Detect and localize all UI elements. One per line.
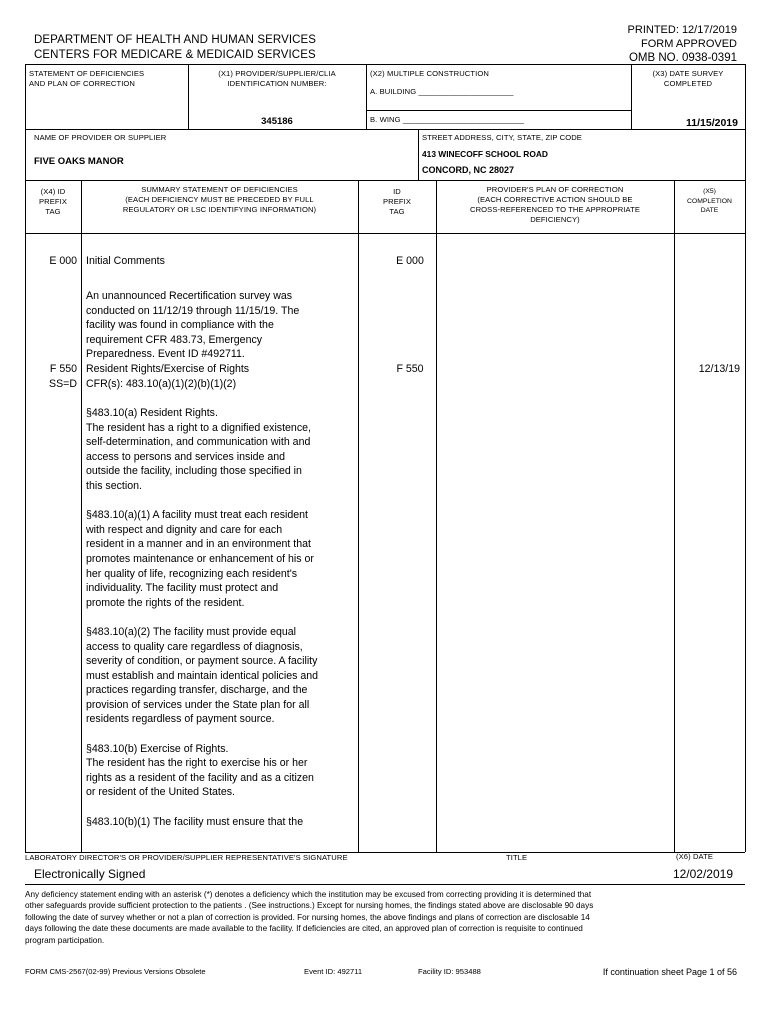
header-form-info <box>628 23 737 65</box>
centers-name: CENTERS FOR MEDICARE & MEDICAID SERVICES <box>34 49 316 61</box>
statement-label: STATEMENT OF DEFICIENCIES AND PLAN OF CORRECTION <box>29 69 145 88</box>
printed-date: PRINTED: 12/17/2019 <box>627 24 737 36</box>
regulation-text <box>86 406 318 829</box>
e000-prefix-tag: E 000 <box>49 255 77 267</box>
header-department <box>34 33 316 63</box>
x3-label: (X3) DATE SURVEY COMPLETED <box>652 69 724 88</box>
x2-label: (X2) MULTIPLE CONSTRUCTION <box>370 69 489 78</box>
col-header-x5: (X5) COMPLETION DATE <box>687 188 732 214</box>
col-header-id: ID PREFIX TAG <box>382 187 412 216</box>
col-header-plan: PROVIDER'S PLAN OF CORRECTION (EACH CORRECTIVE ACTION SHOULD BE CROSS-REFERENCED TO THE APPROPRIATE DEFICIENCY) <box>469 185 641 224</box>
paragraph-483-10-a-1: §483.10(a)(1) A facility must treat each resident with respect and dignity and care for each resident in a manner and in an environment that promotes maintenance or enhancement of his or her quality of life, recognizing each resident's individuality. The facility must protect and promote the rights of the resident. <box>86 509 314 609</box>
survey-completed-date: 11/15/2019 <box>686 117 738 129</box>
signature-date: 12/02/2019 <box>672 867 733 881</box>
title-label: TITLE <box>506 853 528 862</box>
col-header-summary: SUMMARY STATEMENT OF DEFICIENCIES (EACH DEFICIENCY MUST BE PRECEDED BY FULL REGULATORY OR LSC IDENTIFYING INFORMATION) <box>122 185 317 214</box>
f550-prefix-tag: F 550 SS=D <box>25 362 77 391</box>
footer-facility-id: Facility ID: 953488 <box>418 967 481 976</box>
provider-name-label: NAME OF PROVIDER OR SUPPLIER <box>34 133 167 142</box>
department-name: DEPARTMENT OF HEALTH AND HUMAN SERVICES <box>34 34 317 46</box>
paragraph-483-10-a-2: §483.10(a)(2) The facility must provide equal access to quality care regardless of diagnosis, severity of condition, or payment source. A facility must establish and maintain identical policies and practices regarding transfer, discharge, and the provision of services under the State plan for all residents regardless of payment source. <box>86 625 319 726</box>
signature-label: LABORATORY DIRECTOR'S OR PROVIDER/SUPPLIER REPRESENTATIVE'S SIGNATURE <box>25 853 348 862</box>
e000-id-tag: E 000 <box>396 255 424 267</box>
omb-number: OMB NO. 0938-0391 <box>628 52 737 64</box>
wing-field: B. WING ____________________________ <box>370 115 524 124</box>
provider-name: FIVE OAKS MANOR <box>34 156 124 167</box>
x6-date-label: (X6) DATE <box>676 852 714 861</box>
e000-title: Initial Comments <box>86 255 165 267</box>
x1-label: (X1) PROVIDER/SUPPLIER/CLIA IDENTIFICATION NUMBER: <box>218 69 336 88</box>
provider-id-number: 345186 <box>261 116 293 127</box>
address-city: CONCORD, NC 28027 <box>422 165 515 175</box>
footer-page-number: If continuation sheet Page 1 of 56 <box>602 967 737 977</box>
paragraph-483-10-b-1: §483.10(b)(1) The facility must ensure that the <box>86 815 304 828</box>
f550-completion-date: 12/13/19 <box>698 363 740 375</box>
paragraph-483-10-a: §483.10(a) Resident Rights. The resident has a right to a dignified existence, self-determination, and communication with and access to persons and services inside and outside the facility, including those specified in this section. <box>86 407 311 492</box>
f550-scope-severity: SS=D <box>49 377 77 390</box>
address-street: 413 WINECOFF SCHOOL ROAD <box>422 149 548 159</box>
footer-event-id: Event ID: 492711 <box>304 967 363 976</box>
f550-title: Resident Rights/Exercise of Rights CFR(s): 483.10(a)(1)(2)(b)(1)(2) <box>86 363 250 390</box>
building-field: A. BUILDING ______________________ <box>370 87 514 96</box>
col-header-x4: (X4) ID PREFIX TAG <box>38 187 68 216</box>
e000-comments: An unannounced Recertification survey was conducted on 11/12/19 through 11/15/19. The facility was found in compliance with the requirement CFR 483.73, Emergency Preparedness. Event ID #492711. <box>86 290 300 361</box>
form-approved: FORM APPROVED <box>641 38 737 50</box>
disclaimer-text: Any deficiency statement ending with an asterisk (*) denotes a deficiency which the institution may be excused from correcting providing it is determined that other safeguards provide sufficient protection to the patients . (See instructions.) Except for nursing homes, the findings stated above are disclosable 90 days following the date of survey whether or not a plan of correction is provided. For nursing homes, the above findings and plans of correction are disclosable 14 days following the date these documents are made available to the facility. If deficiencies are cited, an approved plan of correction is requisite to continued program participation. <box>25 890 594 945</box>
signature-value: Electronically Signed <box>34 867 146 881</box>
f550-id-tag: F 550 <box>396 363 424 375</box>
paragraph-483-10-b: §483.10(b) Exercise of Rights. The resident has the right to exercise his or her rights as a resident of the facility and as a citizen or resident of the United States. <box>86 742 314 799</box>
footer-form-number: FORM CMS-2567(02-99) Previous Versions Obsolete <box>25 967 206 976</box>
address-label: STREET ADDRESS, CITY, STATE, ZIP CODE <box>422 133 582 142</box>
